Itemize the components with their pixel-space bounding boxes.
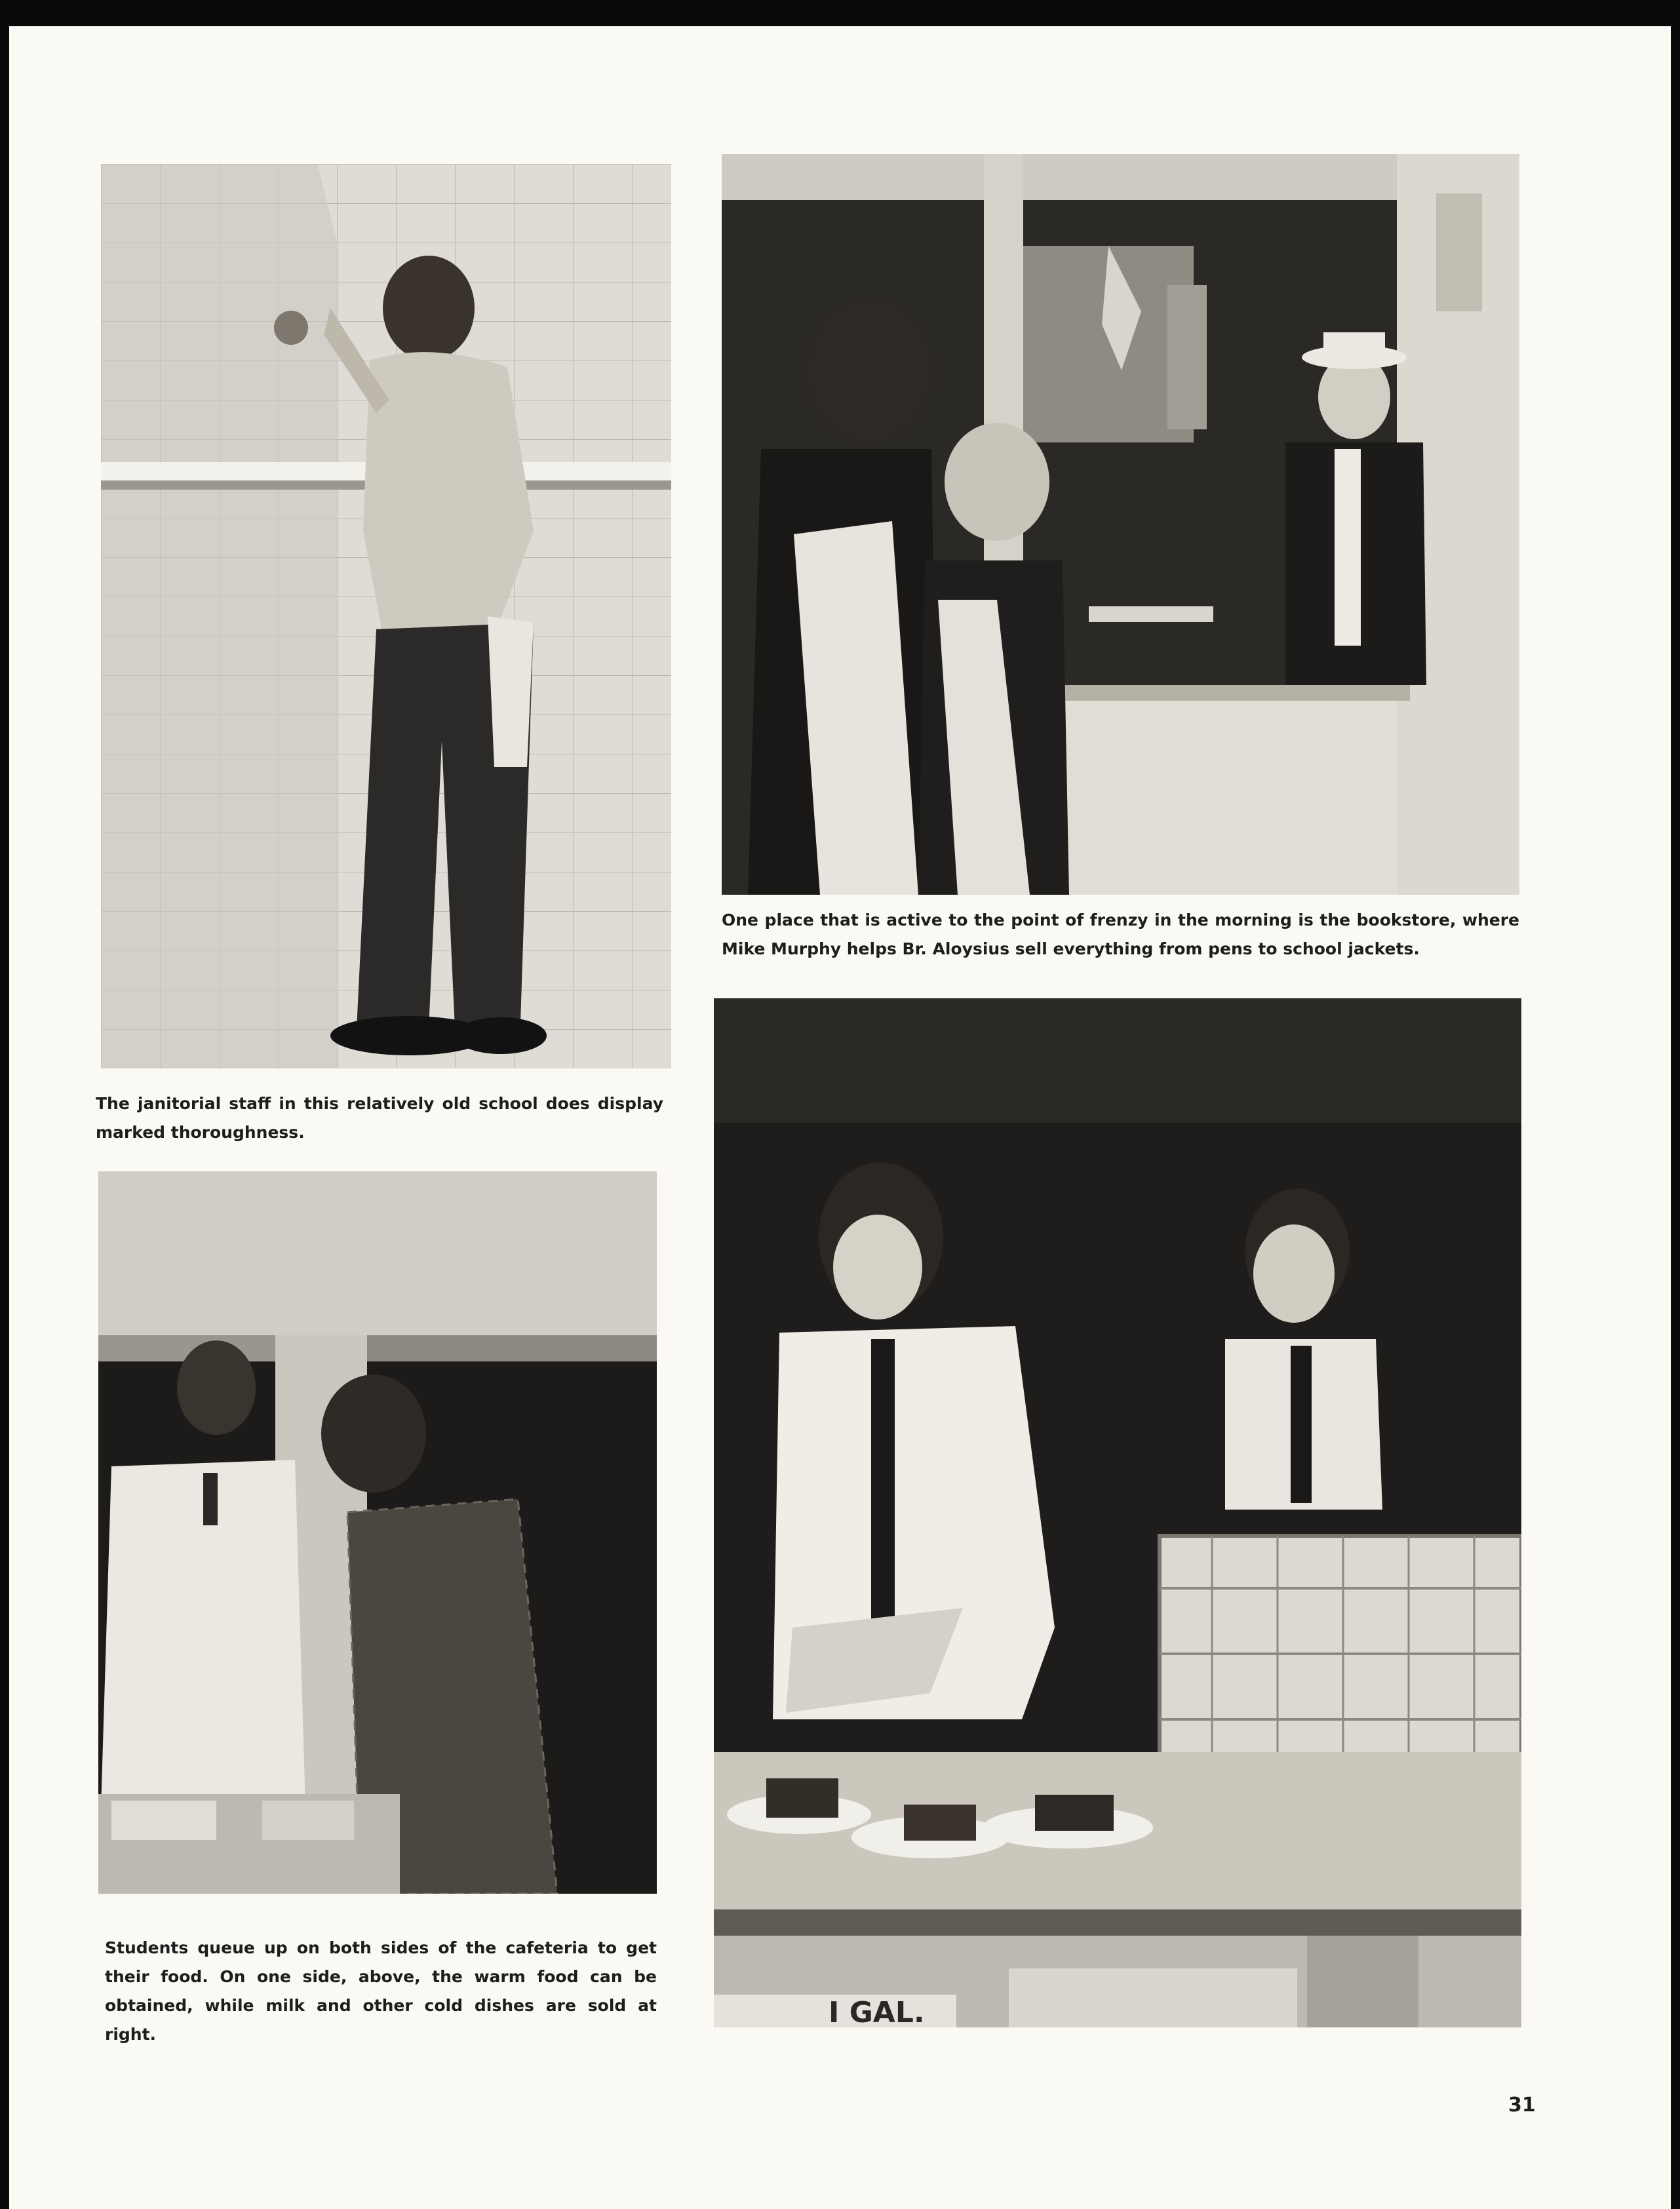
cafeteria-counter-photo <box>714 998 1521 2027</box>
bookstore-caption: One place that is active to the point of frenzy in the morning is the bookstore, where Mike Murphy helps Br. Aloysius sell everything from pens to school jackets. <box>722 910 1519 958</box>
yearbook-page <box>9 26 1671 2209</box>
bookstore-photo <box>722 154 1519 895</box>
cafeteria-caption: Students queue up on both sides of the cafeteria to get their food. On one side, above, the warm food can be obtained, while milk and other cold dishes are sold at right. <box>105 1938 657 2044</box>
page-number: 31 <box>1508 2094 1536 2117</box>
cafeteria-line-photo <box>98 1171 657 1894</box>
janitor-caption: The janitorial staff in this relatively old school does display marked thoroughness. <box>96 1094 663 1142</box>
janitor-photo <box>101 164 671 1068</box>
milk-carton-label: I GAL. <box>829 1996 925 2027</box>
